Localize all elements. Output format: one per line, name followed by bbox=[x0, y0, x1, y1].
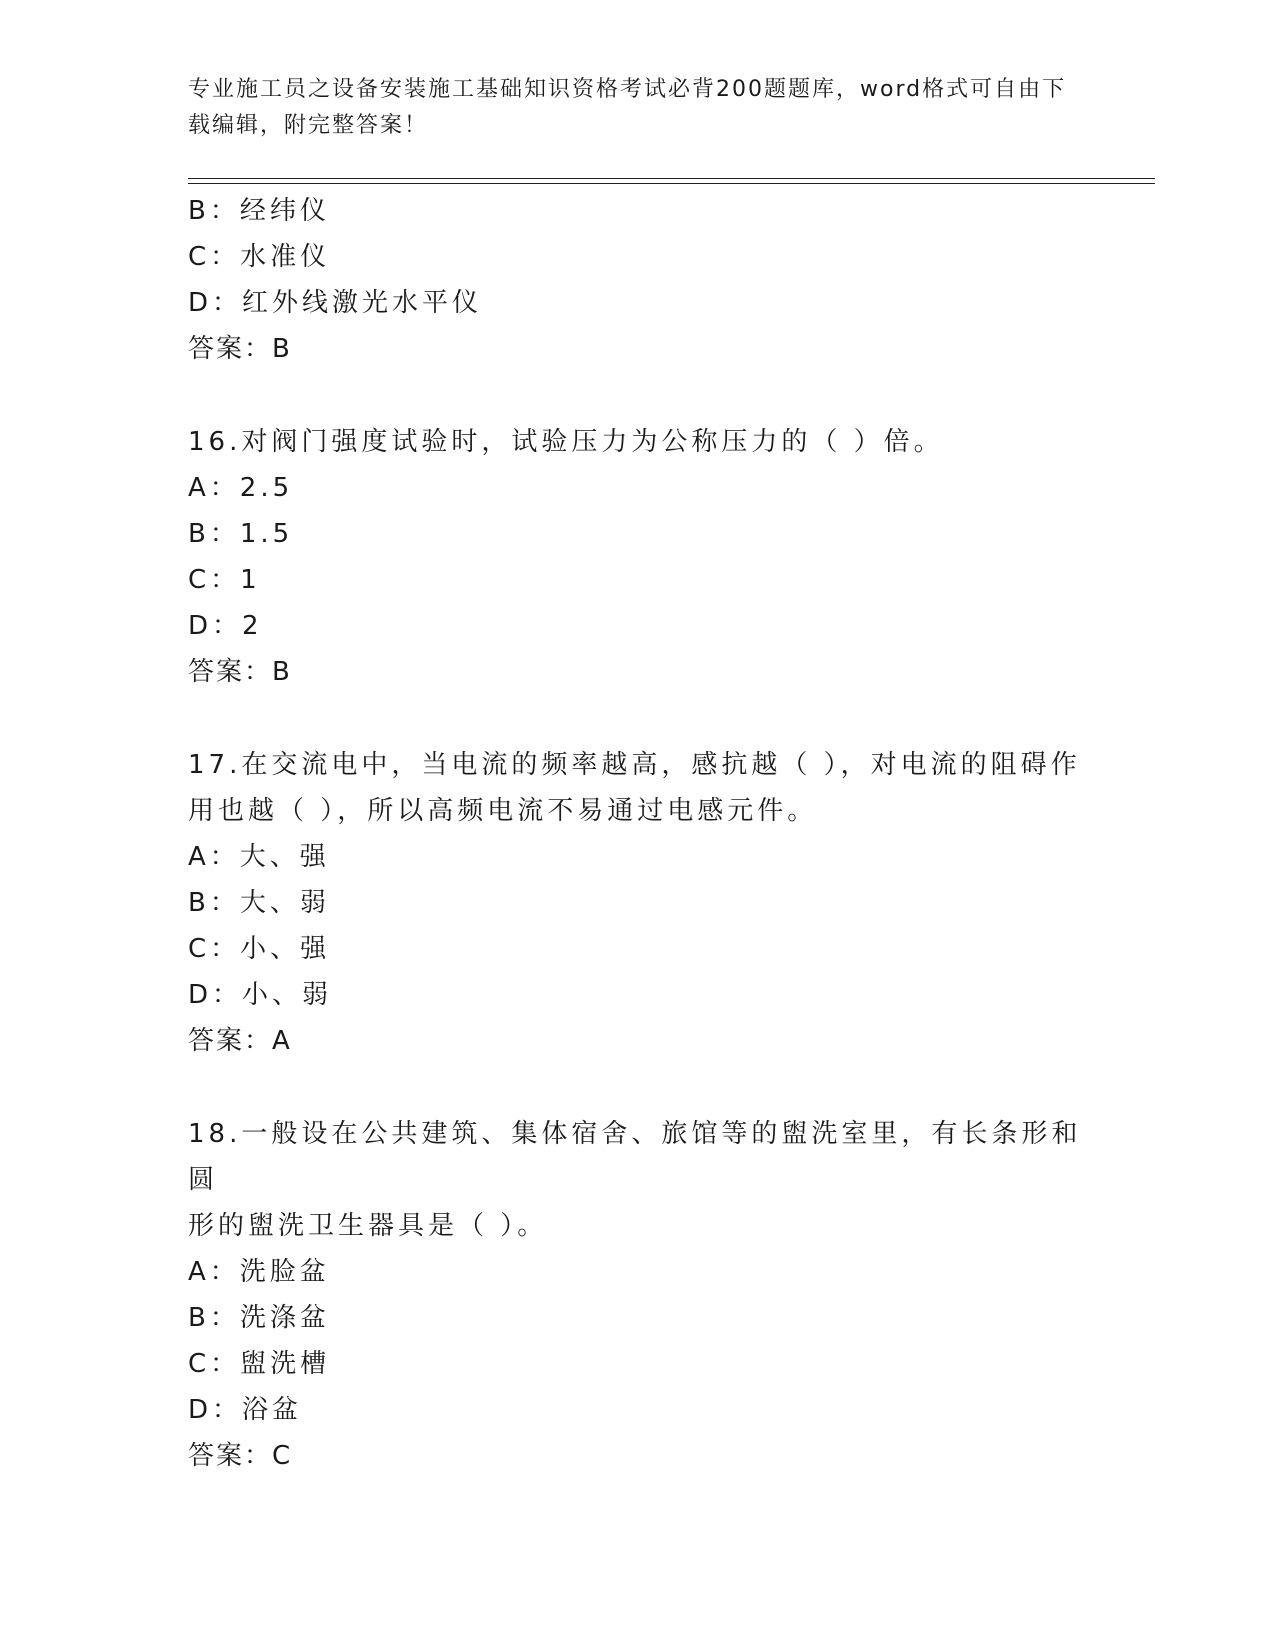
question-15 bbox=[188, 188, 1088, 372]
header-text: 专业施工员之设备安装施工基础知识资格考试必背200题题库，word格式可自由下载编辑，附完整答案！ bbox=[188, 77, 1067, 138]
question-16 bbox=[188, 419, 1088, 695]
answer: 答案：B bbox=[188, 334, 292, 364]
document-header bbox=[188, 72, 1068, 144]
option-a: A：洗脸盆 bbox=[188, 1257, 330, 1287]
option-d: D：浴盆 bbox=[188, 1395, 303, 1425]
option-c: C：小、强 bbox=[188, 934, 331, 964]
question-stem-line-2: 用也越（ ），所以高频电流不易通过电感元件。 bbox=[188, 796, 818, 826]
option-a: A：2.5 bbox=[188, 473, 294, 503]
option-b: B：大、弱 bbox=[188, 888, 330, 918]
question-17 bbox=[188, 742, 1088, 1064]
option-a: A：大、强 bbox=[188, 842, 330, 872]
option-c: C：水准仪 bbox=[188, 242, 331, 272]
question-stem-line-1: 17.在交流电中，当电流的频率越高，感抗越（ ），对电流的阻碍作 bbox=[188, 750, 1081, 780]
question-stem: 16.对阀门强度试验时，试验压力为公称压力的（ ）倍。 bbox=[188, 427, 944, 457]
answer: 答案：C bbox=[188, 1441, 293, 1471]
question-stem-line-2: 形的盥洗卫生器具是（ ）。 bbox=[188, 1211, 548, 1241]
option-d: D：2 bbox=[188, 611, 263, 641]
option-d: D：红外线激光水平仪 bbox=[188, 288, 483, 318]
question-stem-line-1: 18.一般设在公共建筑、集体宿舍、旅馆等的盥洗室里，有长条形和圆 bbox=[188, 1119, 1082, 1195]
question-list bbox=[188, 188, 1088, 1479]
option-d: D：小、弱 bbox=[188, 980, 333, 1010]
spacer bbox=[188, 372, 1088, 419]
spacer bbox=[188, 695, 1088, 742]
option-b: B：洗涤盆 bbox=[188, 1303, 330, 1333]
spacer bbox=[188, 1064, 1088, 1111]
option-b: B：1.5 bbox=[188, 519, 294, 549]
answer: 答案：B bbox=[188, 657, 292, 687]
header-divider-bottom bbox=[188, 183, 1155, 184]
option-b: B：经纬仪 bbox=[188, 196, 330, 226]
answer: 答案：A bbox=[188, 1026, 292, 1056]
option-c: C：盥洗槽 bbox=[188, 1349, 331, 1379]
option-c: C：1 bbox=[188, 565, 261, 595]
header-divider-top bbox=[188, 178, 1155, 179]
question-18 bbox=[188, 1111, 1088, 1479]
